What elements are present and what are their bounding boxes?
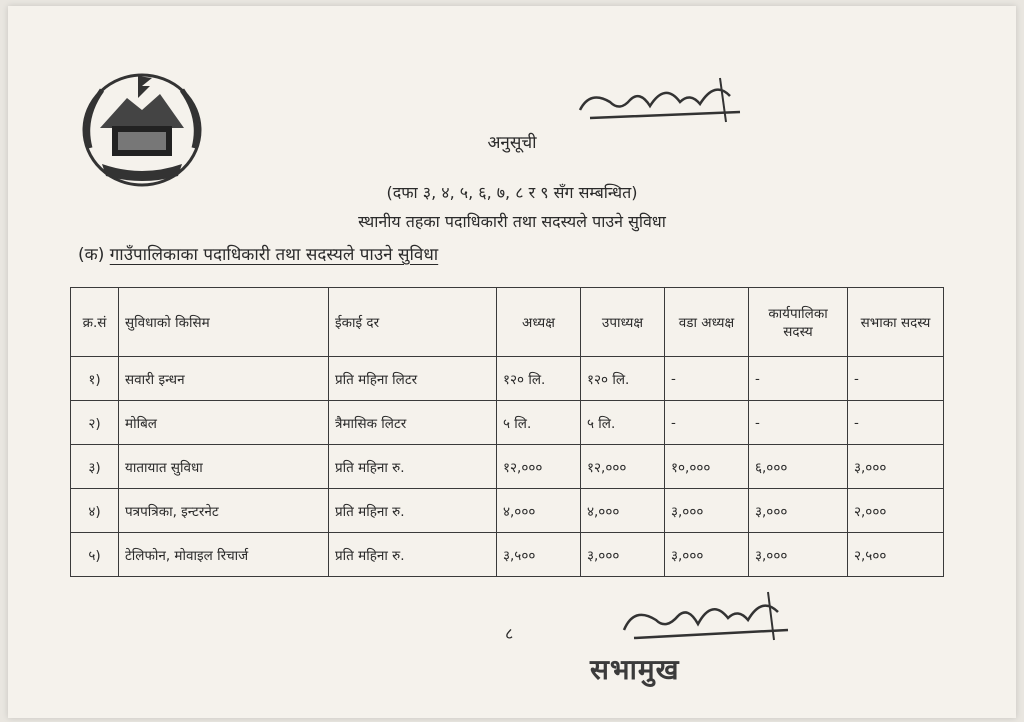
row-chairperson: ४,००० — [497, 489, 581, 533]
row-assembly-member: २,००० — [848, 489, 944, 533]
row-executive-member: ३,००० — [749, 489, 848, 533]
section-heading — [78, 242, 438, 265]
row-chairperson: १२,००० — [497, 445, 581, 489]
table-row — [71, 357, 944, 401]
table-row — [71, 401, 944, 445]
row-vice-chairperson: ३,००० — [581, 533, 665, 577]
header-facility-type: सुविधाको किसिम — [119, 288, 329, 357]
row-unit: प्रति महिना रु. — [329, 533, 497, 577]
row-vice-chairperson: ४,००० — [581, 489, 665, 533]
page-number: ८ — [505, 624, 514, 643]
row-ward-chairperson: ३,००० — [665, 489, 749, 533]
row-ward-chairperson: - — [665, 357, 749, 401]
row-assembly-member: २,५०० — [848, 533, 944, 577]
row-executive-member: - — [749, 357, 848, 401]
table-row — [71, 489, 944, 533]
row-chairperson: ५ लि. — [497, 401, 581, 445]
row-facility: टेलिफोन, मोवाइल रिचार्ज — [119, 533, 329, 577]
row-serial: ५) — [71, 533, 119, 577]
row-facility: यातायात सुविधा — [119, 445, 329, 489]
chairperson-stamp: सभामुख — [590, 653, 680, 686]
facilities-table — [70, 287, 944, 577]
row-serial: २) — [71, 401, 119, 445]
row-facility: मोबिल — [119, 401, 329, 445]
row-facility: पत्रपत्रिका, इन्टरनेट — [119, 489, 329, 533]
row-vice-chairperson: ५ लि. — [581, 401, 665, 445]
row-assembly-member: - — [848, 401, 944, 445]
document-subtitle: स्थानीय तहका पदाधिकारी तथा सदस्यले पाउने सुविधा — [358, 212, 666, 231]
row-executive-member: - — [749, 401, 848, 445]
signature-icon — [612, 586, 797, 648]
section-title: गाउँपालिकाका पदाधिकारी तथा सदस्यले पाउने सुविधा — [109, 245, 439, 265]
row-chairperson: ३,५०० — [497, 533, 581, 577]
signature-icon — [570, 72, 750, 132]
row-serial: ४) — [71, 489, 119, 533]
row-unit: प्रति महिना लिटर — [329, 357, 497, 401]
row-ward-chairperson: १०,००० — [665, 445, 749, 489]
header-assembly-member: सभाका सदस्य — [848, 288, 944, 357]
row-ward-chairperson: - — [665, 401, 749, 445]
row-executive-member: ३,००० — [749, 533, 848, 577]
row-executive-member: ६,००० — [749, 445, 848, 489]
section-reference: (दफा ३, ४, ५, ६, ७, ८ र ९ सँग सम्बन्धित) — [386, 183, 638, 202]
row-assembly-member: - — [848, 357, 944, 401]
row-serial: १) — [71, 357, 119, 401]
header-executive-member: कार्यपालिका सदस्य — [749, 288, 848, 357]
row-unit: प्रति महिना रु. — [329, 445, 497, 489]
header-serial: क्र.सं — [71, 288, 119, 357]
row-vice-chairperson: १२,००० — [581, 445, 665, 489]
header-unit-rate: ईकाई दर — [329, 288, 497, 357]
row-serial: ३) — [71, 445, 119, 489]
header-chairperson: अध्यक्ष — [497, 288, 581, 357]
table-header-row — [71, 288, 944, 357]
row-unit: प्रति महिना रु. — [329, 489, 497, 533]
row-chairperson: १२० लि. — [497, 357, 581, 401]
section-prefix: (क) — [78, 245, 105, 265]
row-unit: त्रैमासिक लिटर — [329, 401, 497, 445]
row-ward-chairperson: ३,००० — [665, 533, 749, 577]
row-vice-chairperson: १२० लि. — [581, 357, 665, 401]
row-assembly-member: ३,००० — [848, 445, 944, 489]
document-title: अनुसूची — [487, 133, 537, 153]
table-row — [71, 533, 944, 577]
table-row — [71, 445, 944, 489]
header-ward-chairperson: वडा अध्यक्ष — [665, 288, 749, 357]
row-facility: सवारी इन्धन — [119, 357, 329, 401]
header-vice-chairperson: उपाध्यक्ष — [581, 288, 665, 357]
